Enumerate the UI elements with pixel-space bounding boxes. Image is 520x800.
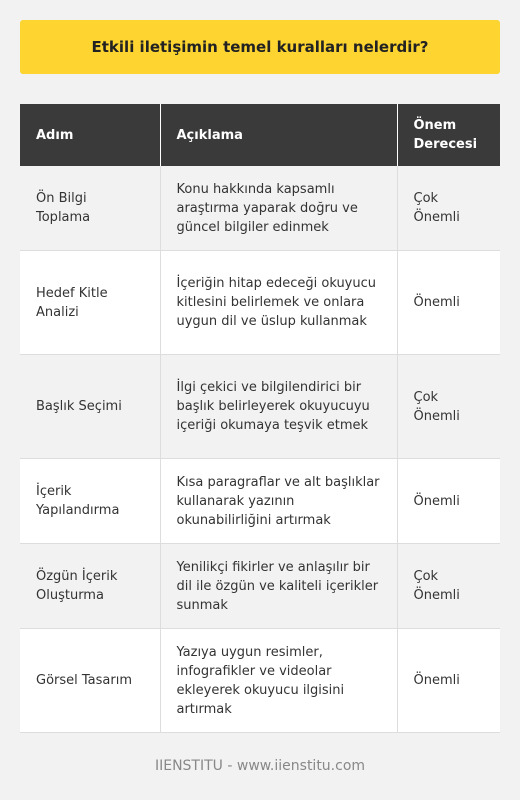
cell-step: Hedef Kitle Analizi — [20, 251, 160, 355]
cell-step: Ön Bilgi Toplama — [20, 166, 160, 251]
cell-description: İlgi çekici ve bilgilendirici bir başlık belirleyerek okuyucuyu içeriği okumaya teşvik etmek — [160, 355, 397, 459]
table-row — [20, 166, 500, 251]
cell-step: Görsel Tasarım — [20, 629, 160, 733]
title-banner — [20, 20, 500, 74]
header-step: Adım — [20, 104, 160, 166]
table-row — [20, 544, 500, 629]
header-importance: Önem Derecesi — [397, 104, 500, 166]
cell-description: Yenilikçi fikirler ve anlaşılır bir dil ile özgün ve kaliteli içerikler sunmak — [160, 544, 397, 629]
table-row — [20, 355, 500, 459]
table-row — [20, 459, 500, 544]
table-row — [20, 629, 500, 733]
table-header-row — [20, 104, 500, 166]
cell-importance: Çok Önemli — [397, 355, 500, 459]
steps-table — [20, 104, 500, 733]
cell-importance: Önemli — [397, 629, 500, 733]
footer-credit: IIENSTITU - www.iienstitu.com — [154, 758, 366, 774]
cell-importance: Önemli — [397, 459, 500, 544]
cell-step: Özgün İçerik Oluşturma — [20, 544, 160, 629]
cell-description: Yazıya uygun resimler, infografikler ve videolar ekleyerek okuyucu ilgisini artırmak — [160, 629, 397, 733]
cell-description: Kısa paragraflar ve alt başlıklar kullanarak yazının okunabilirliğini artırmak — [160, 459, 397, 544]
cell-importance: Çok Önemli — [397, 166, 500, 251]
cell-step: Başlık Seçimi — [20, 355, 160, 459]
cell-description: Konu hakkında kapsamlı araştırma yaparak doğru ve güncel bilgiler edinmek — [160, 166, 397, 251]
cell-description: İçeriğin hitap edeceği okuyucu kitlesini belirlemek ve onlara uygun dil ve üslup kullanmak — [160, 251, 397, 355]
table-row — [20, 251, 500, 355]
cell-importance: Çok Önemli — [397, 544, 500, 629]
page-title: Etkili iletişimin temel kuralları nelerdir? — [91, 38, 429, 56]
header-description: Açıklama — [160, 104, 397, 166]
cell-step: İçerik Yapılandırma — [20, 459, 160, 544]
cell-importance: Önemli — [397, 251, 500, 355]
